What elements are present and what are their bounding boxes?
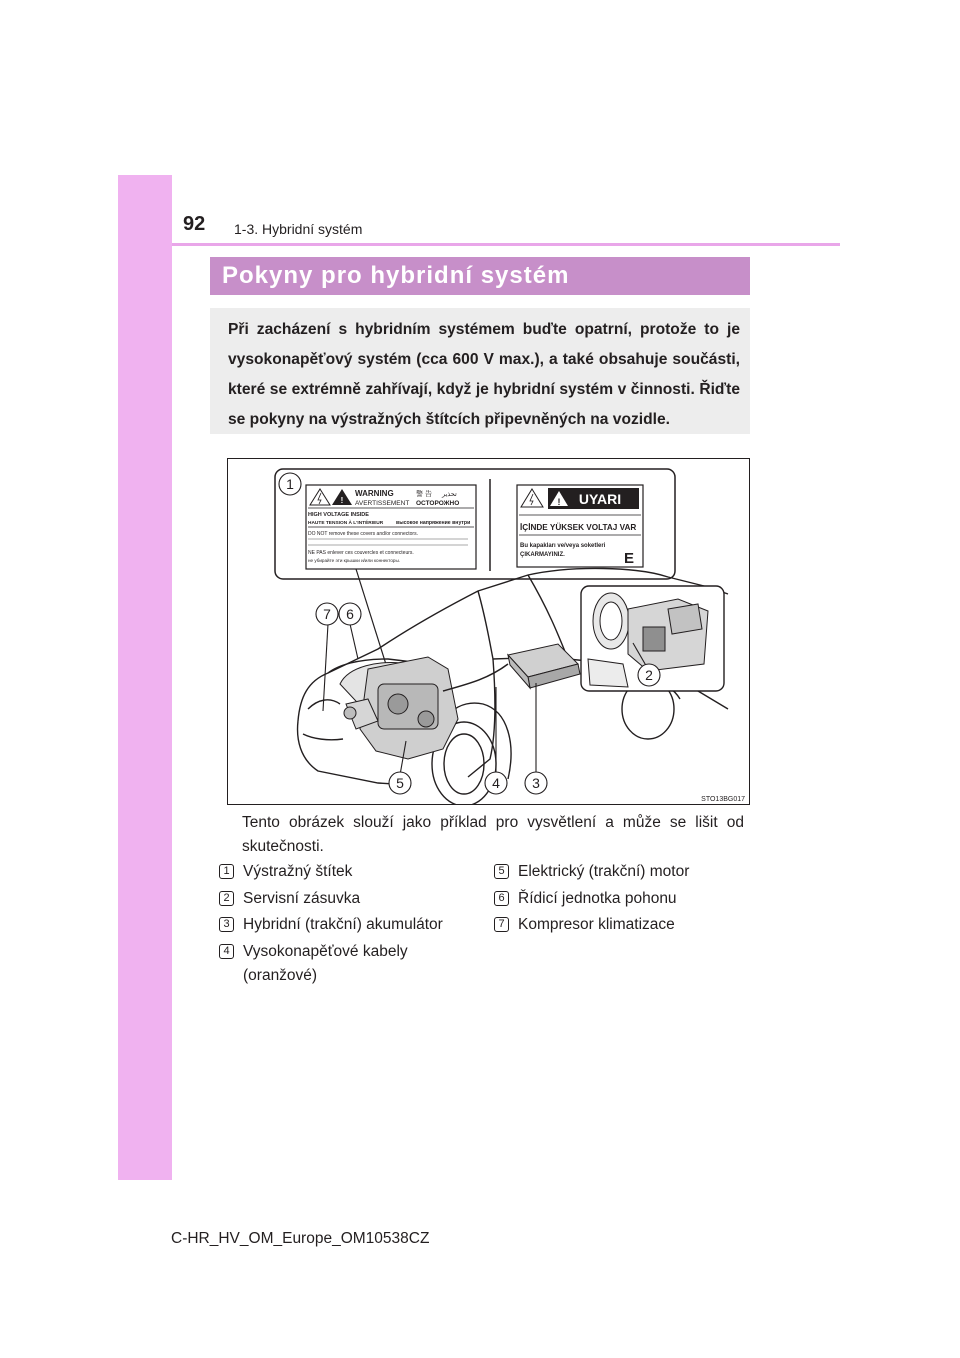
chapter-tab [118,175,172,1180]
label-haute-tension-text: HAUTE TENSION À L'INTÉRIEUR [308,521,384,526]
warning-label-right [517,485,643,567]
label-ar-text: تحذير [442,491,457,498]
car-illustration [228,459,749,804]
legend-text: Hybridní (trakční) akumulátor [243,916,443,933]
legend-number: 7 [494,917,509,932]
callout-7: 7 [323,606,331,622]
intro-text: Při zacházení s hybridním systémem buďte opatrní, protože to je vysokonapěťový systém (cca 600 V max.), a také obsahuje součásti, které se extrémně zahřívají, když je hybridní systém v činnosti. Řiďte se pokyny na výstražných štítcích připevněných na vozidle. [228,321,740,428]
label-ne-ru-text: не убирайте эти крышки и/или коннекторы. [308,558,401,563]
callout-5: 5 [396,775,404,791]
high-voltage-cable [443,664,508,691]
legend-text: Kompresor klimatizace [518,916,675,933]
warning-label-left [306,485,476,569]
intro-box [210,308,750,434]
label-bu-text: Bu kapakları ve/veya soketleri [520,543,606,549]
label-uyari-text: UYARI [578,491,622,507]
label-high-voltage-text: HIGH VOLTAGE INSIDE [308,512,369,518]
engine-compartment [340,657,458,759]
label-cikarmayiniz-text: ÇIKARMAYINIZ. [520,552,565,558]
legend-text: Servisní zásuvka [243,890,361,907]
legend-text: Výstražný štítek [243,863,353,880]
label-e-text: E [624,550,635,567]
section-title: 1-3. Hybridní systém [234,221,363,237]
legend-number: 4 [219,944,234,959]
page-number: 92 [183,213,206,235]
legend-number: 1 [219,864,234,879]
legend-text: Vysokonapěťové kabely [243,943,408,960]
callout-1: 1 [286,476,294,492]
legend-number: 3 [219,917,234,932]
svg-text:!: ! [557,497,561,507]
title-bar [210,257,750,295]
hybrid-system-figure [227,458,750,805]
document-code-footer: C-HR_HV_OM_Europe_OM10538CZ [171,1230,430,1247]
page-title: Pokyny pro hybridní systém [222,262,570,289]
label-icinde-text: İÇİNDE YÜKSEK VOLTAJ VAR [520,523,637,532]
hybrid-battery [508,644,580,688]
legend-number: 5 [494,864,509,879]
label-ne-pas-text: NE PAS enlever ces couvercles et connecteurs. [308,550,414,556]
legend-text: Řídicí jednotka pohonu [518,890,677,907]
label-avertissement-text: AVERTISSEMENT [355,500,410,507]
label-warning-text: WARNING [355,489,394,498]
callout-3: 3 [532,775,540,791]
figure-caption: Tento obrázek slouží jako příklad pro vysvětlení a může se lišit od skutečnosti. [242,814,744,855]
label-dont-text: DO NOT remove these covers and/or connectors. [308,531,418,537]
callout-4: 4 [492,775,500,791]
legend-text-continued: (oranžové) [243,967,318,984]
legend-number: 2 [219,891,234,906]
svg-text:!: ! [340,496,344,505]
figure-code: STO13BG017 [701,796,745,803]
legend-number: 6 [494,891,509,906]
header-rule [172,243,840,246]
label-jp-text: 警 告 [416,491,432,498]
label-ru-text: ОСТОРОЖНО [416,500,460,507]
callout-2: 2 [645,667,653,683]
legend-text: Elektrický (trakční) motor [518,863,690,880]
callout-6: 6 [346,606,354,622]
label-ru2-text: высокое напряжение внутри [396,520,471,526]
